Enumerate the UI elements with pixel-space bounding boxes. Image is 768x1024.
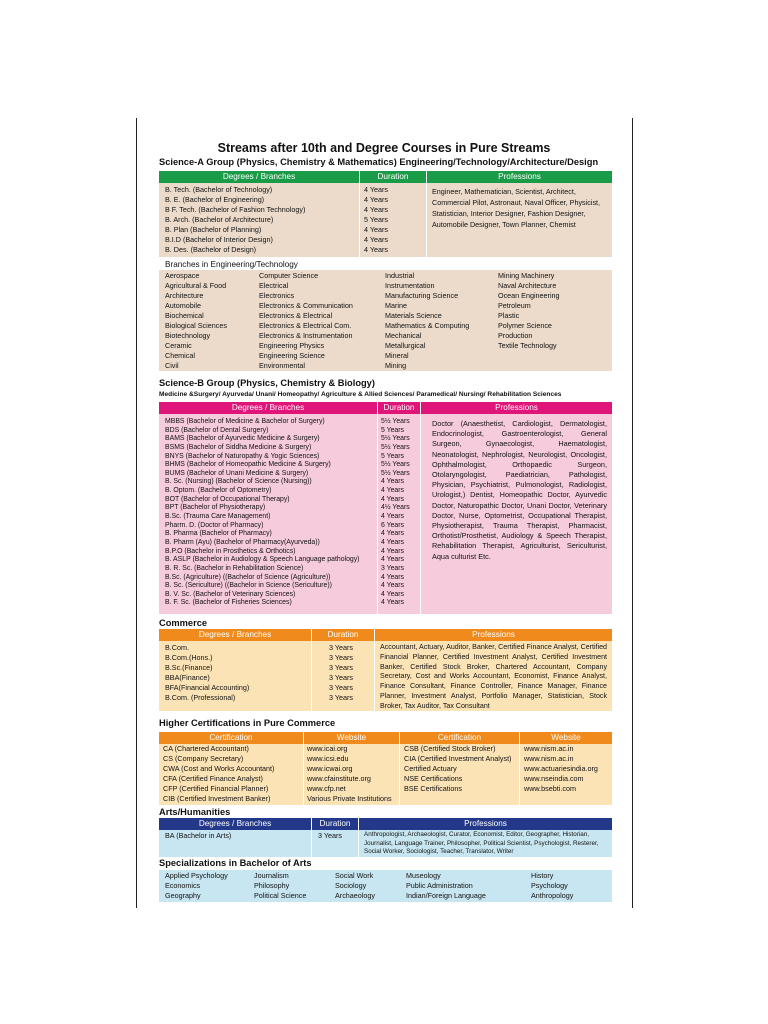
degree-item: B.Sc.(Finance) — [165, 663, 213, 672]
spec-item: Archaeology — [335, 891, 375, 900]
degree-item: B.Sc. (Trauma Care Management) — [165, 513, 271, 521]
science-a-professions: Engineer, Mathematician, Scientist, Architect, Commercial Pilot, Astronaut, Naval Officer, Physicist, Statistician, Interior Designer, Fashion Designer, Automobile Designer, Town Planner, Chemist — [432, 187, 601, 229]
duration-item: 4 Years — [364, 195, 388, 204]
degree-item: BHMS (Bachelor of Homeopathic Medicine & Surgery) — [165, 461, 331, 469]
right-border-line — [632, 118, 633, 908]
cert-left-names — [163, 744, 274, 804]
degree-item: BFA(Financial Accounting) — [165, 683, 250, 692]
commerce-degrees-list — [165, 643, 249, 703]
spec-item: Social Work — [335, 871, 374, 880]
science-a-heading: Science-A Group (Physics, Chemistry & Mathematics) Engineering/Technology/Architecture/Design — [159, 157, 599, 167]
website-item: www.nseindia.com — [524, 774, 584, 783]
branches-heading: Branches in Engineering/Technology — [165, 260, 298, 269]
duration-item: 4 Years — [381, 582, 404, 590]
website-item: www.icsi.edu — [307, 754, 349, 763]
commerce-header-degrees: Degrees / Branches — [159, 629, 311, 641]
duration-item: 3 Years — [329, 663, 353, 672]
cert-item: NSE Certifications — [404, 774, 463, 783]
degree-item: B. ASLP (Bachelor in Audiology & Speech Language pathology) — [165, 556, 360, 564]
duration-item: 5 Years — [381, 452, 404, 460]
spec-item: Anthropology — [531, 891, 574, 900]
cert-right-websites — [524, 744, 598, 794]
degree-item: Pharm. D. (Doctor of Pharmacy) — [165, 521, 264, 529]
duration-item: 5½ Years — [381, 418, 410, 425]
left-border-line — [136, 118, 137, 908]
higher-cert-heading: Higher Certifications in Pure Commerce — [159, 718, 336, 728]
duration-item: 5½ Years — [381, 461, 410, 469]
branch-item: Industrial — [385, 271, 415, 280]
duration-item: 3 Years — [329, 693, 353, 702]
branch-item: Polymer Science — [498, 321, 552, 330]
degree-item: B. Pharm (Ayu) (Bachelor of Pharmacy(Ayurveda)) — [165, 538, 320, 546]
duration-item: 3 Years — [329, 683, 353, 692]
spec-column-5 — [531, 871, 573, 901]
branch-item: Agricultural & Food — [165, 281, 227, 290]
science-b-header-duration: Duration — [378, 402, 420, 414]
duration-item: 6 Years — [381, 521, 404, 529]
science-a-degrees-list — [165, 185, 305, 255]
website-item: www.cfainstitute.org — [307, 774, 371, 783]
science-a-header-duration: Duration — [360, 171, 426, 183]
duration-item: 4 Years — [381, 573, 404, 581]
science-b-heading: Science-B Group (Physics, Chemistry & Biology) — [159, 378, 375, 388]
branch-item: Automobile — [165, 301, 201, 310]
branch-item: Mineral — [385, 351, 409, 360]
degree-item: BNYS (Bachelor of Naturopathy & Yogic Sciences) — [165, 452, 320, 460]
website-item: www.nism.ac.in — [524, 754, 574, 763]
duration-item: 4 Years — [381, 538, 404, 546]
degree-item: B.Com. (Professional) — [165, 693, 236, 702]
duration-item: 3 Years — [329, 673, 353, 682]
science-a-durations-list — [364, 185, 388, 255]
degree-item: BOT (Bachelor of Occupational Therapy) — [165, 495, 290, 503]
website-item: Various Private Institutions — [307, 794, 392, 803]
degree-item: BSMS (Bachelor of Siddha Medicine & Surgery) — [165, 443, 312, 451]
science-b-subheading: Medicine &Surgery/ Ayurveda/ Unani/ Homeopathy/ Agriculture & Allied Sciences/ Paramedical/ Nursing/ Rehabilitation Sciences — [159, 391, 562, 398]
spec-column-2 — [254, 871, 306, 901]
science-b-separator — [420, 414, 421, 614]
spec-item: Psychology — [531, 881, 568, 890]
duration-item: 4 Years — [364, 205, 388, 214]
arts-degree: BA (Bachelor in Arts) — [165, 831, 232, 840]
spec-item: Political Science — [254, 891, 307, 900]
arts-separator — [311, 830, 312, 857]
cert-separator — [519, 744, 520, 805]
spec-column-1 — [165, 871, 228, 901]
branch-item: Plastic — [498, 311, 520, 320]
branch-item: Electrical — [259, 281, 289, 290]
commerce-header-professions: Professions — [375, 629, 612, 641]
degree-item: B. E. (Bachelor of Engineering) — [165, 195, 265, 204]
branch-item: Instrumentation — [385, 281, 435, 290]
science-a-separator — [359, 183, 360, 257]
cert-item: CIB (Certified Investment Banker) — [163, 794, 271, 803]
duration-item: 5 Years — [364, 215, 388, 224]
branch-item: Chemical — [165, 351, 195, 360]
duration-item: 5½ Years — [381, 469, 410, 477]
cert-item: CIA (Certified Investment Analyst) — [404, 754, 512, 763]
cert-separator — [303, 744, 304, 805]
degree-item: B. R. Sc. (Bachelor in Rehabilitation Science) — [165, 564, 304, 572]
science-a-header-professions: Professions — [427, 171, 612, 183]
degree-item: BBA(Finance) — [165, 673, 210, 682]
spec-item: Philosophy — [254, 881, 290, 890]
branch-item: Production — [498, 331, 533, 340]
branch-item: Biotechnology — [165, 331, 211, 340]
arts-separator — [358, 830, 359, 857]
branch-item: Materials Science — [385, 311, 442, 320]
commerce-separator — [311, 641, 312, 711]
duration-item: 4 Years — [364, 245, 388, 254]
spec-item: Geography — [165, 891, 201, 900]
website-item: www.icwai.org — [307, 764, 353, 773]
science-a-separator — [426, 183, 427, 257]
spec-item: Museology — [406, 871, 441, 880]
spec-item: Public Administration — [406, 881, 473, 890]
duration-item: 4 Years — [381, 487, 404, 495]
degree-item: B.I.D (Bachelor of Interior Design) — [165, 235, 273, 244]
science-b-header-degrees: Degrees / Branches — [159, 402, 377, 414]
science-b-durations-list — [381, 418, 410, 608]
degree-item: MBBS (Bachelor of Medicine & Bachelor of Surgery) — [165, 418, 325, 425]
cert-left-websites — [307, 744, 392, 804]
duration-item: 5 Years — [381, 426, 404, 434]
branch-item: Electronics & Electrical Com. — [259, 321, 352, 330]
page-title: Streams after 10th and Degree Courses in Pure Streams — [217, 141, 551, 155]
duration-item: 4 Years — [381, 556, 404, 564]
duration-item: 4 Years — [381, 530, 404, 538]
commerce-professions: Accountant, Actuary, Auditor, Banker, Certified Finance Analyst, Certified Financial Planner, Certified Investment Analyst, Certified Investment Banker, Certified Stock Broker, Chartered Accountant, Company Secretary, Cost and Works Accountant, Economist, Finance Analyst, Finance Consultant, Finance Controller, Finance Manager, Finance Planner, Investment Analyst, Portfolio Manager, Statistician, Stock Broker, Tax Auditor, Tax Consultant — [380, 643, 607, 710]
commerce-separator — [374, 641, 375, 711]
science-b-degrees-list — [165, 418, 359, 608]
commerce-header-duration: Duration — [312, 629, 374, 641]
duration-item: 4 Years — [381, 599, 404, 607]
branch-item: Ceramic — [165, 341, 192, 350]
cert-header-certification-2: Certification — [400, 732, 519, 744]
spec-item: Sociology — [335, 881, 367, 890]
branches-column-4 — [498, 271, 560, 351]
branch-item: Architecture — [165, 291, 204, 300]
branch-item: Marine — [385, 301, 407, 310]
website-item: www.cfp.net — [307, 784, 346, 793]
branch-item: Electronics & Instrumentation — [259, 331, 353, 340]
branch-item: Civil — [165, 361, 179, 370]
branch-item: Biological Sciences — [165, 321, 227, 330]
degree-item: B.Sc. (Agriculture) ((Bachelor of Science (Agriculture)) — [165, 573, 331, 581]
degree-item: BUMS (Bachelor of Unani Medicine & Surgery) — [165, 469, 309, 477]
branch-item: Ocean Engineering — [498, 291, 560, 300]
degree-item: B. V. Sc. (Bachelor of Veterinary Sciences) — [165, 590, 296, 598]
duration-item: 4 Years — [364, 185, 388, 194]
branch-item: Biochemical — [165, 311, 204, 320]
branch-item: Mining — [385, 361, 407, 370]
cert-item: BSE Certifications — [404, 784, 462, 793]
duration-item: 4 Years — [381, 590, 404, 598]
spec-item: Economics — [165, 881, 201, 890]
branch-item: Electronics & Electrical — [259, 311, 333, 320]
degree-item: B. Optom. (Bachelor of Optometry) — [165, 487, 272, 495]
branch-item: Mathematics & Computing — [385, 321, 470, 330]
arts-heading: Arts/Humanities — [159, 807, 231, 817]
spec-item: Indian/Foreign Language — [406, 891, 486, 900]
duration-item: 4 Years — [381, 547, 404, 555]
science-b-professions: Doctor (Anaesthetist, Cardiologist, Dermatologist, Endocrinologist, Gastroenterologist, General Surgeon, Gynaecologist, Haematologist, Neonatologist, Nephrologist, Neurologist, Oncologist, Ophthalmologist, Orthopaedic Surgeon, Otolaryngologist, Paediatrician, Pathologist, Physician, Psychiatrist, Pulmonologist, Radiologist, Urologist,) Dentist, Homeopathic Doctor, Ayurvedic Doctor, Naturopathic Doctor, Unani Doctor, Veterinary Doctor, Nurse, Optometrist, Occupational Therapist, Physiotherapist, Trauma Therapist, Pharmacist, Orthotist/Prosthetist, Audiology & Speech Therapist, Rehabilitation Therapist, Agriculturist, Sericulturist, Aqua culturist Etc. — [432, 419, 607, 561]
degree-item: B. Arch. (Bachelor of Architecture) — [165, 215, 274, 224]
duration-item: 4 Years — [381, 513, 404, 521]
branch-item: Textile Technology — [498, 341, 557, 350]
degree-item: B.P.O (Bachelor in Prosthetics & Orthotics) — [165, 547, 296, 555]
duration-item: 4½ Years — [381, 504, 410, 512]
branch-item: Manufacturing Science — [385, 291, 459, 300]
duration-item: 4 Years — [364, 235, 388, 244]
branch-item: Electronics — [259, 291, 295, 300]
branch-item: Mining Machinery — [498, 271, 555, 280]
degree-item: B. Sc. (Sericulture) ((Bachelor in Science (Sericulture)) — [165, 582, 332, 590]
cert-header-website: Website — [304, 732, 399, 744]
spec-column-4 — [406, 871, 486, 901]
degree-item: B. Tech. (Bachelor of Technology) — [165, 185, 273, 194]
cert-item: CWA (Cost and Works Accountant) — [163, 764, 275, 773]
degree-item: B. F. Sc. (Bachelor of Fisheries Sciences) — [165, 599, 292, 607]
branch-item: Petroleum — [498, 301, 531, 310]
degree-item: B. Plan (Bachelor of Planning) — [165, 225, 262, 234]
branch-item: Environmental — [259, 361, 305, 370]
cert-item: Certified Actuary — [404, 764, 457, 773]
branch-item: Metallurgical — [385, 341, 426, 350]
science-b-separator — [377, 414, 378, 614]
website-item: www.bsebti.com — [524, 784, 576, 793]
specializations-heading: Specializations in Bachelor of Arts — [159, 858, 312, 868]
branch-item: Electronics & Communication — [259, 301, 353, 310]
branch-item: Naval Architecture — [498, 281, 557, 290]
arts-header-degrees: Degrees / Branches — [159, 818, 311, 830]
degree-item: B. Des. (Bachelor of Design) — [165, 245, 257, 254]
degree-item: BPT (Bachelor of Physiotherapy) — [165, 504, 266, 512]
commerce-durations-list — [329, 643, 353, 703]
website-item: www.nism.ac.in — [524, 744, 574, 753]
cert-right-names — [404, 744, 511, 794]
cert-item: CA (Chartered Accountant) — [163, 744, 249, 753]
duration-item: 5½ Years — [381, 443, 410, 451]
spec-item: Applied Psychology — [165, 871, 228, 880]
commerce-heading: Commerce — [159, 618, 208, 628]
cert-header-website-2: Website — [520, 732, 612, 744]
duration-item: 3 Years — [329, 653, 353, 662]
arts-professions: Anthropologist, Archaeologist, Curator, Economist, Editor, Geographer, Historian, Journalist, Language Trainer, Philosopher, Political Scientist, Psychologist, Resterer, Social Worker, Sociologist, Teacher, Translator, Writer — [364, 831, 599, 855]
branches-column-3 — [385, 271, 469, 371]
arts-header-professions: Professions — [359, 818, 612, 830]
cert-header-certification: Certification — [159, 732, 303, 744]
cert-separator — [399, 744, 400, 805]
spec-item: Journalism — [254, 871, 289, 880]
degree-item: B.Com.(Hons.) — [165, 653, 213, 662]
website-item: www.icai.org — [307, 744, 348, 753]
degree-item: B.Com. — [165, 643, 189, 652]
cert-item: CFP (Certified Financial Planner) — [163, 784, 269, 793]
cert-item: CS (Company Secretary) — [163, 754, 244, 763]
spec-column-3 — [335, 871, 375, 901]
science-b-header-professions: Professions — [421, 402, 612, 414]
duration-item: 4 Years — [381, 478, 404, 486]
duration-item: 3 Years — [381, 564, 404, 572]
cert-item: CSB (Certified Stock Broker) — [404, 744, 496, 753]
branches-column-1 — [165, 271, 227, 371]
degree-item: B F. Tech. (Bachelor of Fashion Technology) — [165, 205, 306, 214]
duration-item: 4 Years — [364, 225, 388, 234]
degree-item: B. Sc. (Nursing) (Bachelor of Science (Nursing)) — [165, 478, 312, 486]
duration-item: 3 Years — [329, 643, 353, 652]
website-item: www.actuariesindia.org — [524, 764, 598, 773]
branch-item: Mechanical — [385, 331, 422, 340]
branch-item: Engineering Physics — [259, 341, 325, 350]
duration-item: 5½ Years — [381, 435, 410, 443]
degree-item: BDS (Bachelor of Dental Surgery) — [165, 426, 269, 434]
duration-item: 4 Years — [381, 495, 404, 503]
branch-item: Computer Science — [259, 271, 319, 280]
arts-header-duration: Duration — [312, 818, 358, 830]
branches-column-2 — [259, 271, 353, 371]
degree-item: BAMS (Bachelor of Ayurvedic Medicine & Surgery) — [165, 435, 320, 443]
branch-item: Engineering Science — [259, 351, 325, 360]
science-a-header-degrees: Degrees / Branches — [159, 171, 359, 183]
cert-item: CFA (Certified Finance Analyst) — [163, 774, 263, 783]
branch-item: Aerospace — [165, 271, 200, 280]
arts-duration: 3 Years — [318, 831, 342, 840]
spec-item: History — [531, 871, 554, 880]
degree-item: B. Pharma (Bachelor of Pharmacy) — [165, 530, 272, 538]
